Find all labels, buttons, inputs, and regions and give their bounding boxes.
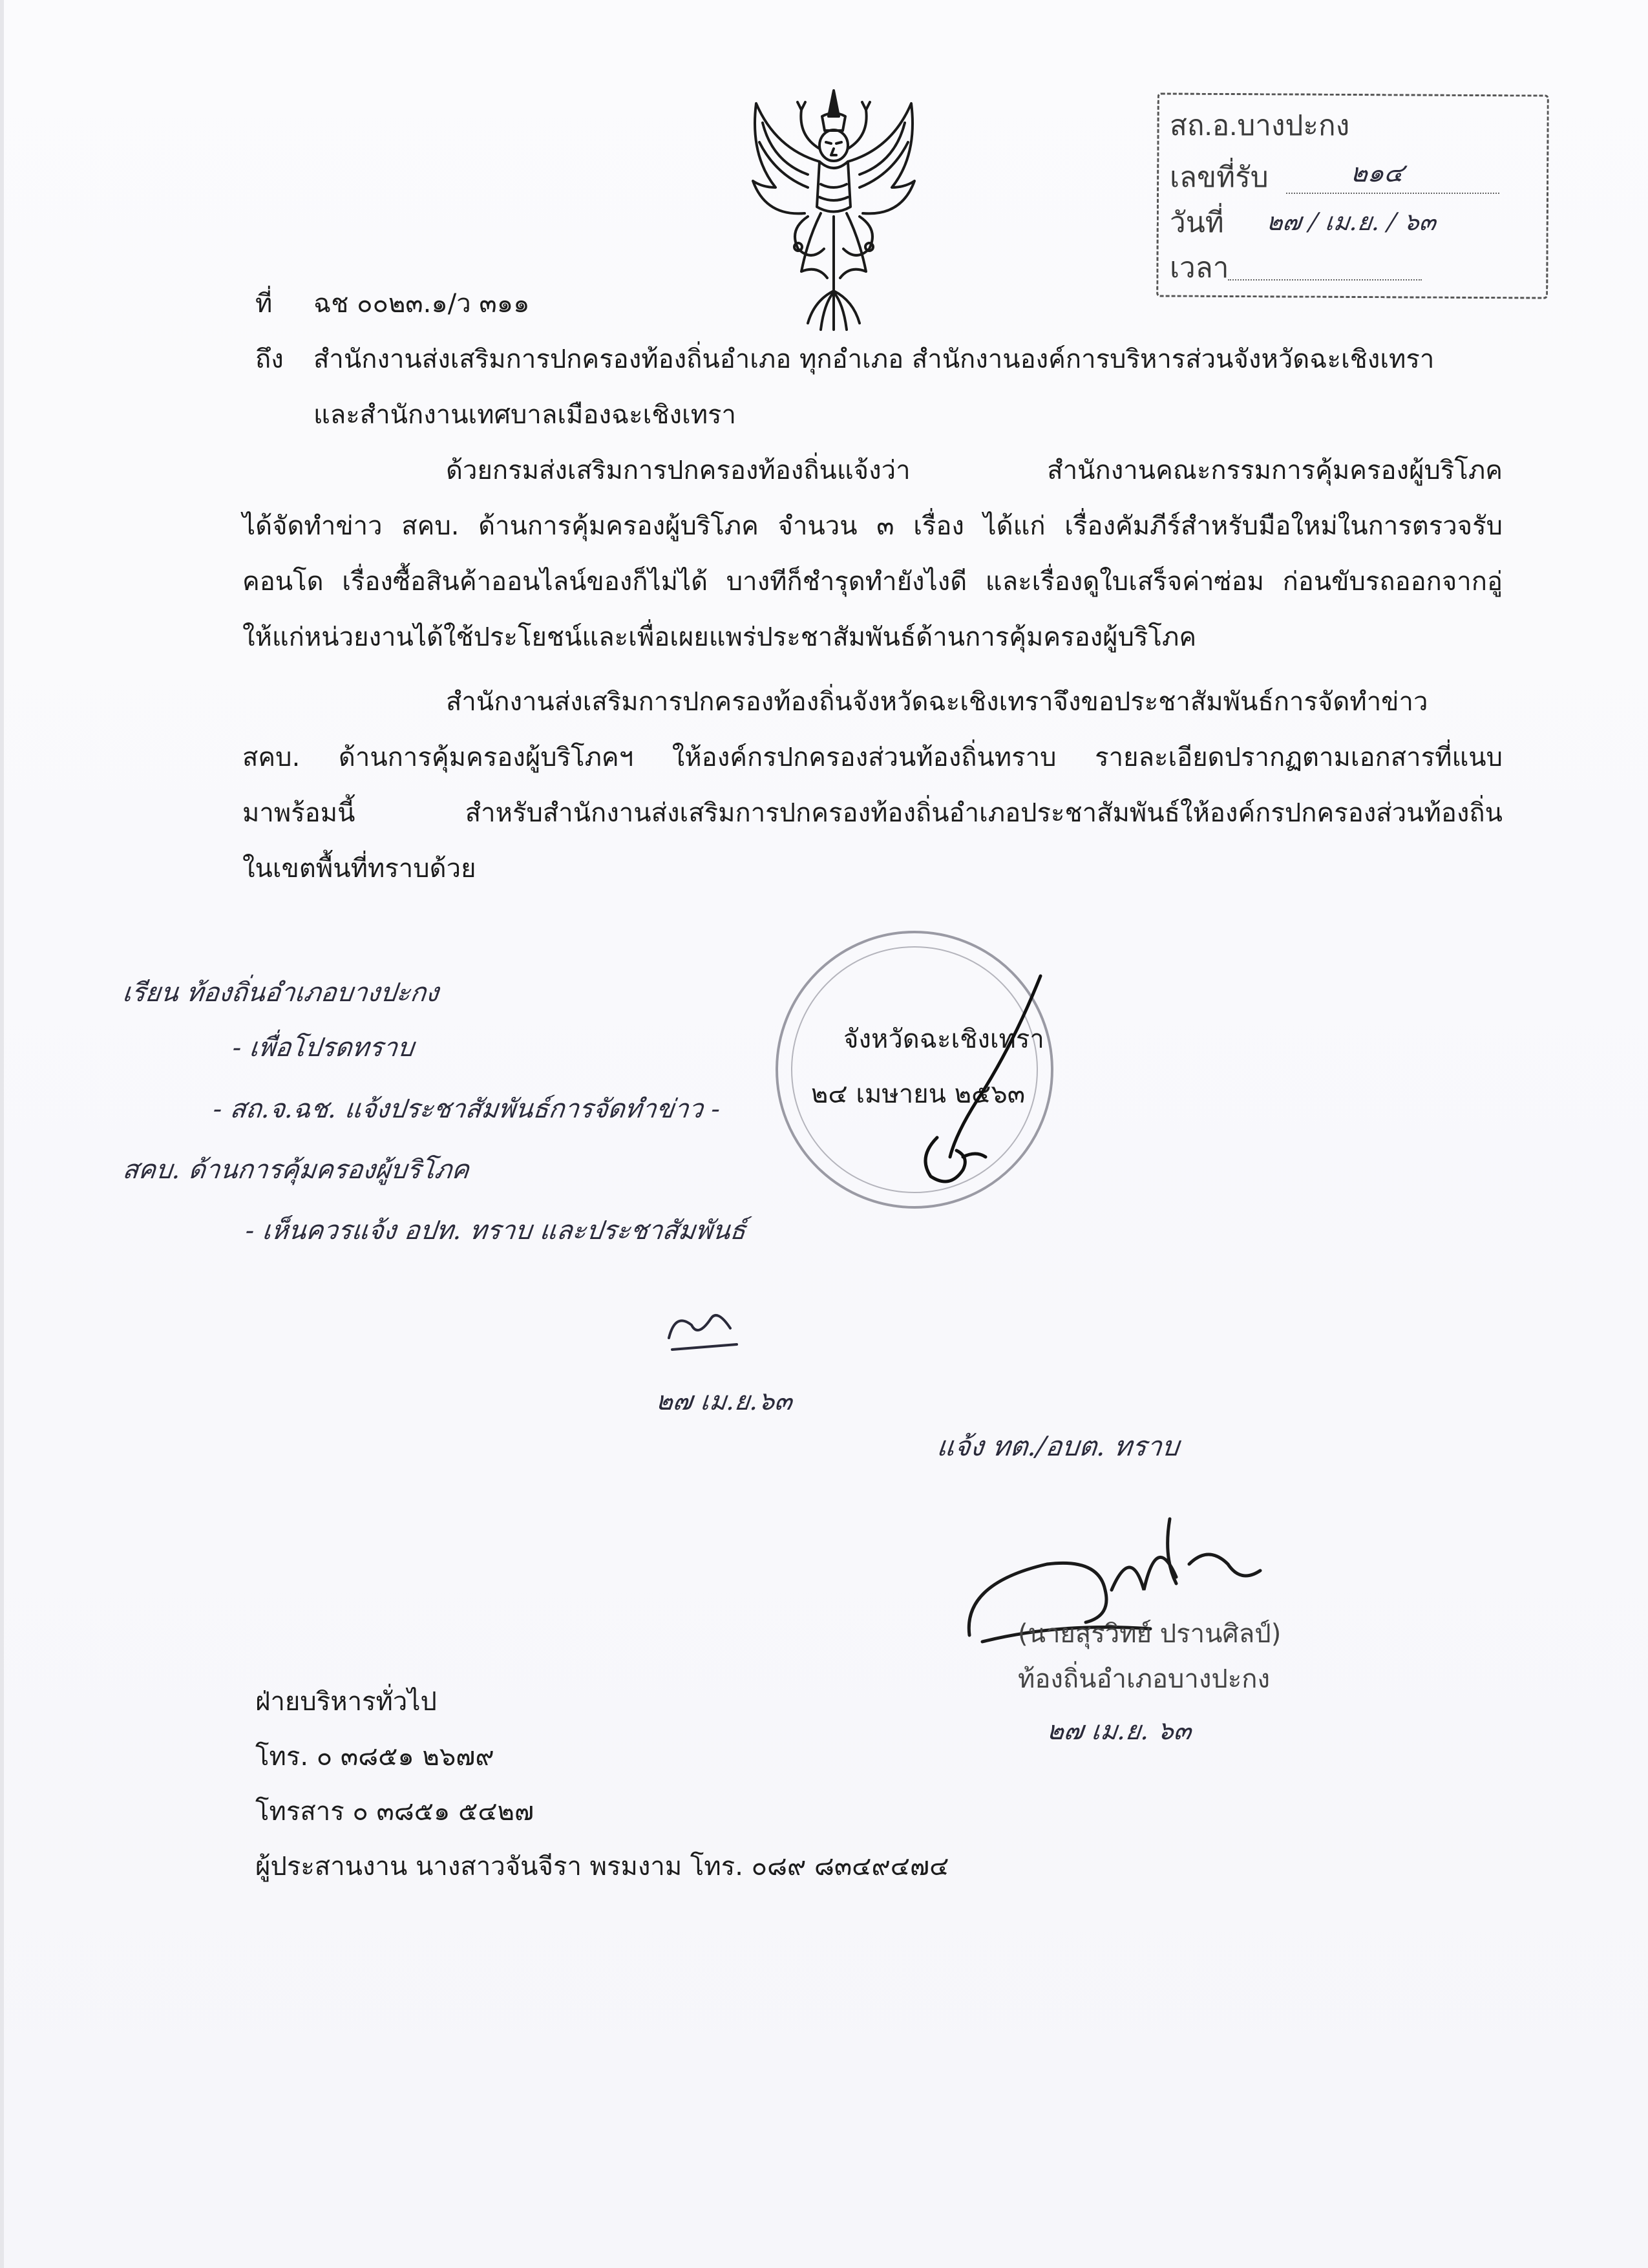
para1-line3: คอนโด เรื่องซื้อสินค้าออนไลน์ของก็ไม่ได้ บางทีก็ชำรุดทำยังไงดี และเรื่องดูใบเสร็จค่าซ่อม ก่อนขับรถออกจากอู่	[242, 567, 1503, 597]
note-line5: - เห็นควรแจ้ง อปท. ทราบ และประชาสัมพันธ์	[244, 1216, 748, 1245]
para1-line4: ให้แก่หน่วยงานได้ใช้ประโยชน์และเพื่อเผยแพร่ประชาสัมพันธ์ด้านการคุ้มครองผู้บริโภค	[242, 622, 1197, 652]
para1-line2: ได้จัดทำข่าว สคบ. ด้านการคุ้มครองผู้บริโภค จำนวน ๓ เรื่อง ได้แก่ เรื่องคัมภีร์สำหรับมือใหม่ในการตรวจรับ	[242, 511, 1503, 541]
footer-phone: โทร. ๐ ๓๘๕๑ ๒๖๗๙	[255, 1742, 494, 1772]
footer-coordinator: ผู้ประสานงาน นางสาวจันจีรา พรมงาม โทร. ๐๘๙ ๘๓๔๙๔๗๔	[255, 1852, 949, 1881]
scan-edge	[0, 0, 4, 2268]
ref-number: ฉช ๐๐๒๓.๑/ว ๓๑๑	[313, 289, 530, 319]
initials-signature	[659, 1299, 750, 1357]
forward-note: แจ้ง ทต./อบต. ทราบ	[935, 1430, 1181, 1462]
para2-line4: ในเขตพื้นที่ทราบด้วย	[242, 854, 476, 884]
receipt-stamp-time-blank	[1228, 279, 1422, 281]
receipt-stamp-number-label: เลขที่รับ	[1170, 162, 1269, 193]
to-recipients-line1: สำนักงานส่งเสริมการปกครองท้องถิ่นอำเภอ ทุกอำเภอ สำนักงานองค์การบริหารส่วนจังหวัดฉะเชิงเทรา	[313, 344, 1435, 374]
seal-date: ๒๔ เมษายน ๒๕๖๓	[811, 1079, 1026, 1109]
note-line2: - เพื่อโปรดทราบ	[231, 1033, 416, 1063]
receipt-stamp-date-value: ๒๗ / เม.ย. / ๖๓	[1265, 207, 1438, 236]
note-line4: สคบ. ด้านการคุ้มครองผู้บริโภค	[121, 1155, 471, 1185]
signer-date: ๒๗ เม.ย. ๖๓	[1045, 1716, 1193, 1746]
to-recipients-line2: และสำนักงานเทศบาลเมืองฉะเชิงเทรา	[313, 400, 737, 430]
para2-line3: มาพร้อมนี้ สำหรับสำนักงานส่งเสริมการปกครองท้องถิ่นอำเภอประชาสัมพันธ์ให้องค์กรปกครองส่วนท้องถิ่น	[242, 798, 1503, 828]
initials-date: ๒๗ เม.ย.๖๓	[654, 1386, 794, 1416]
para1-line1: ด้วยกรมส่งเสริมการปกครองท้องถิ่นแจ้งว่า สำนักงานคณะกรรมการคุ้มครองผู้บริโภค	[446, 456, 1503, 485]
para2-line2: สคบ. ด้านการคุ้มครองผู้บริโภคฯ ให้องค์กรปกครองส่วนท้องถิ่นทราบ รายละเอียดปรากฏตามเอกสารที่แนบ	[242, 743, 1503, 772]
note-line3: - สถ.จ.ฉช. แจ้งประชาสัมพันธ์การจัดทำข่าว -	[211, 1094, 722, 1124]
receipt-stamp-time-label: เวลา	[1170, 252, 1229, 284]
to-label: ถึง	[255, 344, 284, 374]
note-line1: เรียน ท้องถิ่นอำเภอบางปะกง	[121, 978, 441, 1008]
seal-province: จังหวัดฉะเชิงเทรา	[843, 1024, 1044, 1054]
ref-label: ที่	[255, 289, 273, 319]
receipt-stamp-date-label: วันที่	[1170, 207, 1224, 238]
footer-fax: โทรสาร ๐ ๓๘๕๑ ๕๔๒๗	[255, 1797, 534, 1827]
director-signature	[879, 963, 1060, 1209]
receipt-stamp-divider	[1286, 193, 1499, 194]
footer-department: ฝ่ายบริหารทั่วไป	[255, 1687, 437, 1717]
signer-title: ท้องถิ่นอำเภอบางปะกง	[1018, 1664, 1271, 1694]
receipt-stamp-office: สถ.อ.บางปะกง	[1170, 110, 1350, 142]
receipt-stamp-number-value: ๒๑๔	[1349, 158, 1406, 188]
garuda-emblem-icon	[737, 78, 931, 336]
signer-name: (นายสุรวิทย์ ปรานศิลป์)	[1018, 1619, 1282, 1649]
para2-line1: สำนักงานส่งเสริมการปกครองท้องถิ่นจังหวัดฉะเชิงเทราจึงขอประชาสัมพันธ์การจัดทำข่าว	[446, 687, 1428, 717]
